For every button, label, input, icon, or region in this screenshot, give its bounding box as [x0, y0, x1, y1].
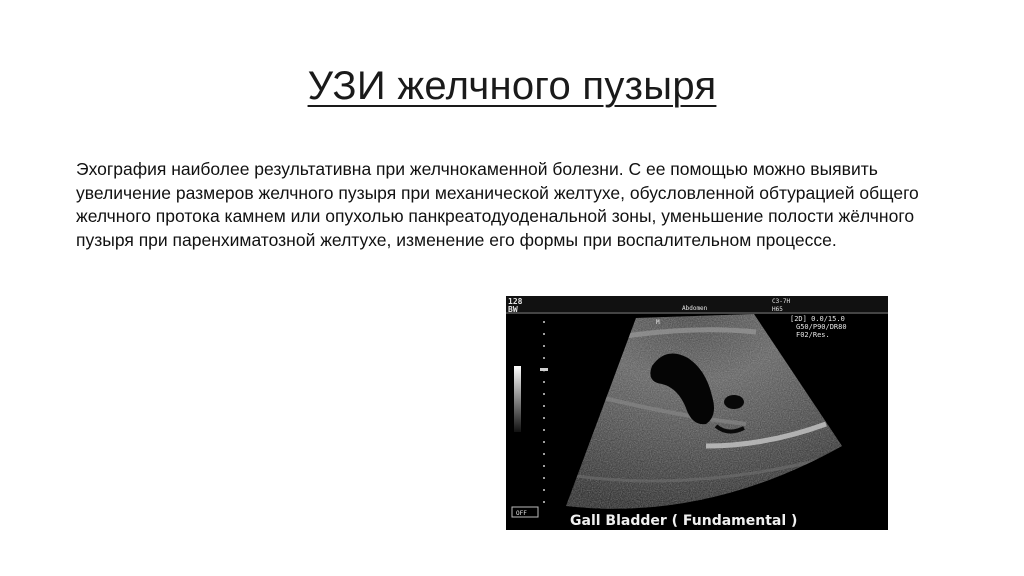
preset-label: Abdomen	[682, 305, 708, 312]
grayscale-bar	[514, 366, 521, 432]
ultrasound-image	[506, 296, 888, 530]
image-caption: Gall Bladder ( Fundamental )	[570, 513, 798, 529]
mode-label: BW	[508, 305, 518, 314]
small-box-label: OFF	[516, 510, 527, 517]
body-paragraph: Эхография наиболее результативна при желчнокаменной болезни. С ее помощью можно выявить увеличение размеров желчного пузыря при механической желтухе, обусловленной обтурацией общего желчного протока камнем или опухолью панкреатодуоденальной зоны, уменьшение полости жёлчного пузыря при паренхиматозной желтухе, изменение его формы при воспалительном процессе.	[76, 159, 919, 250]
depth-scale	[540, 321, 548, 503]
probe-number: 128	[508, 297, 523, 306]
params-line-3: F02/Res.	[796, 331, 830, 339]
frequency-label: C3-7H	[772, 298, 791, 305]
frame-label: H65	[772, 306, 783, 313]
params-line-2: G50/P90/DR80	[796, 323, 847, 331]
page-title: УЗИ желчного пузыря	[307, 64, 717, 108]
orientation-marker: M	[656, 319, 660, 326]
scan-sector	[546, 306, 866, 526]
params-line-1: [2D] 0.0/15.0	[790, 315, 845, 323]
